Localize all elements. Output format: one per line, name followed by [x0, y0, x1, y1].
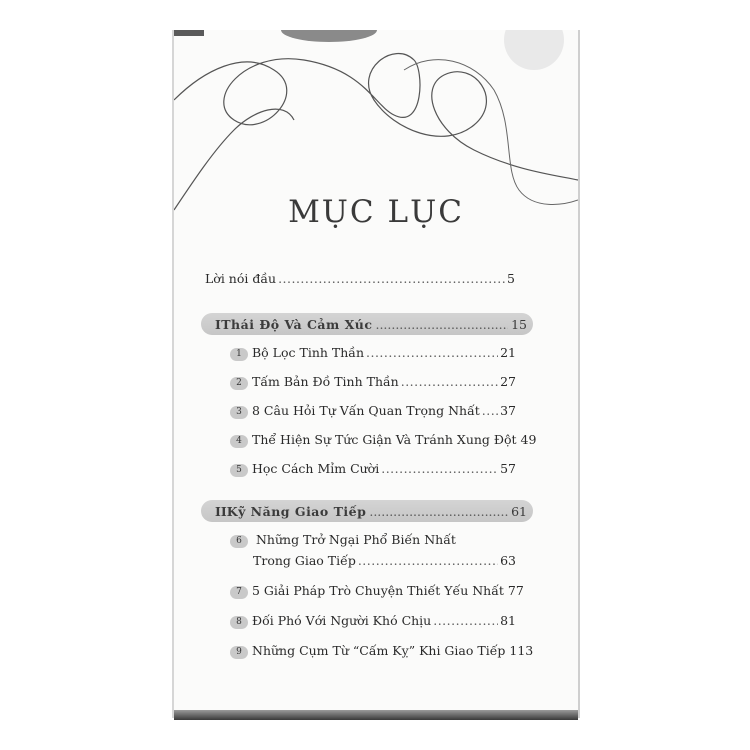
toc-entry-label: Lời nói đầu: [205, 271, 277, 286]
leader-dots: [433, 613, 498, 628]
toc-entry-label: Học Cách Mỉm Cười: [252, 461, 380, 476]
toc-entry-6-line1[interactable]: [230, 532, 456, 549]
leader-dots: [278, 271, 505, 286]
toc-entry-5[interactable]: [230, 461, 516, 478]
decorative-dark-blob: [281, 30, 377, 42]
section-label: Thái Độ Và Cảm Xúc: [221, 316, 373, 332]
toc-entry-label: 5 Giải Pháp Trò Chuyện Thiết Yếu Nhất: [252, 583, 504, 598]
toc-entry-6-line2[interactable]: [253, 553, 516, 568]
toc-entry-label: 8 Câu Hỏi Tự Vấn Quan Trọng Nhất: [252, 403, 480, 418]
section-numeral: I: [215, 316, 221, 332]
book-spine-edge: [174, 710, 578, 720]
toc-entry-label: Bộ Lọc Tinh Thần: [252, 345, 364, 360]
toc-entry-label: Tấm Bản Đồ Tinh Thần: [252, 374, 399, 389]
chapter-number-badge: 9: [230, 646, 248, 659]
toc-page-number: 5: [507, 271, 515, 286]
swirl-line-1: [174, 54, 578, 180]
section-numeral: II: [215, 503, 227, 519]
leader-dots: [401, 374, 498, 389]
toc-section-1[interactable]: [201, 313, 533, 335]
toc-entry-label-continued: Trong Giao Tiếp: [253, 553, 356, 568]
toc-page-number: 27: [500, 374, 516, 389]
leader-dots: [375, 317, 508, 332]
toc-entry-1[interactable]: [230, 345, 516, 362]
chapter-number-badge: 8: [230, 616, 248, 629]
toc-page-number: 37: [500, 403, 516, 418]
toc-entry-3[interactable]: [230, 403, 516, 420]
section-label: Kỹ Năng Giao Tiếp: [226, 503, 367, 519]
toc-entry-2[interactable]: [230, 374, 516, 391]
chapter-number-badge: 5: [230, 464, 248, 477]
chapter-number-badge: 4: [230, 435, 248, 448]
toc-section-2[interactable]: [201, 500, 533, 522]
chapter-number-badge: 6: [230, 535, 248, 548]
toc-page-number: 21: [500, 345, 516, 360]
section-page-number: 61: [511, 503, 527, 519]
leader-dots: [369, 504, 508, 519]
toc-page-number: 77: [507, 583, 524, 598]
chapter-number-badge: 1: [230, 348, 248, 361]
toc-page-number: 49: [520, 432, 537, 447]
page-title: MỤC LỤC: [288, 194, 464, 230]
toc-entry-label: Đối Phó Với Người Khó Chịu: [252, 613, 432, 628]
swirl-line-3: [404, 60, 578, 205]
toc-entry-9[interactable]: [230, 643, 534, 660]
leader-dots: [482, 403, 498, 418]
toc-page-number: 81: [500, 613, 516, 628]
leader-dots: [366, 345, 498, 360]
decorative-swirl-lines: [174, 30, 578, 220]
chapter-number-badge: 2: [230, 377, 248, 390]
toc-entry-preface[interactable]: [205, 271, 515, 286]
chapter-number-badge: 3: [230, 406, 248, 419]
toc-entry-7[interactable]: [230, 583, 524, 600]
toc-entry-label: Những Cụm Từ “Cấm Kỵ” Khi Giao Tiếp: [252, 643, 506, 658]
toc-entry-4[interactable]: [230, 432, 537, 449]
toc-entry-label: Những Trở Ngại Phổ Biến Nhất: [255, 532, 456, 547]
toc-page-number: 63: [500, 553, 516, 568]
leader-dots: [358, 553, 498, 568]
leader-dots: [381, 461, 498, 476]
section-page-number: 15: [511, 316, 527, 332]
toc-entry-label: Thể Hiện Sự Tức Giận Và Tránh Xung Đột: [252, 432, 517, 447]
toc-page-number: 113: [509, 643, 534, 658]
decorative-light-circle: [504, 30, 564, 70]
chapter-number-badge: 7: [230, 586, 248, 599]
toc-entry-8[interactable]: [230, 613, 516, 630]
toc-page-number: 57: [500, 461, 516, 476]
